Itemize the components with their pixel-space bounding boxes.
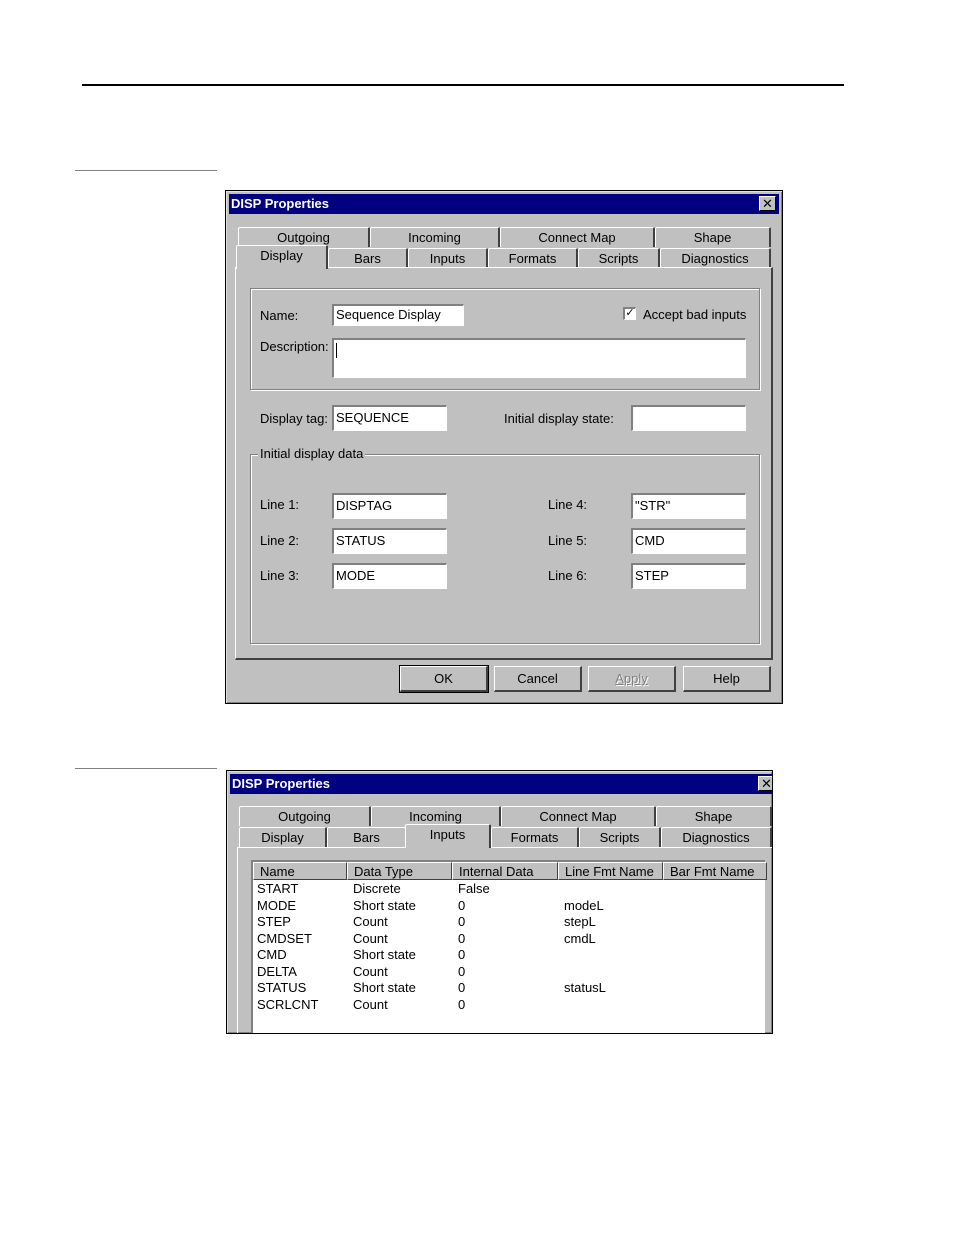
tab-label: Bars: [353, 830, 380, 845]
tab-formats[interactable]: [491, 827, 579, 847]
cell-name: START: [257, 881, 299, 896]
column-header-line-fmt-name[interactable]: Line Fmt Name: [558, 862, 663, 880]
tab-inputs[interactable]: [408, 248, 488, 268]
cell-internal-data: 0: [458, 963, 466, 979]
initial-state-field[interactable]: [631, 405, 746, 431]
tab-scripts[interactable]: [579, 827, 661, 847]
close-button[interactable]: [758, 776, 773, 791]
tab-incoming[interactable]: [370, 227, 500, 247]
cell-name: STATUS: [257, 980, 307, 995]
tab-outgoing[interactable]: [239, 806, 371, 826]
cell-internal-data: False: [458, 881, 490, 896]
tab-label: Connect Map: [539, 809, 617, 824]
tab-label: Bars: [354, 251, 381, 266]
cell-name: CMD: [257, 947, 287, 962]
table-row[interactable]: [253, 997, 765, 1013]
close-icon: ✕: [761, 776, 772, 791]
table-row[interactable]: [253, 914, 765, 930]
tab-shape[interactable]: [656, 806, 772, 826]
tab-label: Formats: [510, 830, 559, 845]
line2-label: Line 2:: [260, 533, 300, 548]
tab-diagnostics[interactable]: [660, 248, 771, 268]
check-icon: ✓: [625, 307, 635, 319]
cell-name: CMDSET: [257, 930, 312, 946]
name-field[interactable]: Sequence Display: [332, 304, 464, 326]
line1-field[interactable]: DISPTAG: [332, 493, 447, 519]
cell-name: MODE: [257, 897, 296, 913]
tab-outgoing[interactable]: [238, 227, 370, 247]
tab-label: Display: [261, 830, 304, 845]
tab-panel-inputs: [237, 847, 773, 1034]
display-tag-field[interactable]: SEQUENCE: [332, 405, 447, 431]
dialog-title: DISP Properties: [232, 776, 331, 791]
name-label: Name:: [260, 308, 299, 323]
line5-field[interactable]: CMD: [631, 528, 746, 554]
column-header-bar-fmt-name[interactable]: Bar Fmt Name: [663, 862, 767, 880]
cell-line-fmt-name: cmdL: [564, 930, 596, 946]
initial-state-label: Initial display state:: [504, 411, 614, 426]
tab-label: Incoming: [409, 809, 462, 824]
tab-diagnostics[interactable]: [661, 827, 772, 847]
side-rule-2: [75, 768, 217, 769]
initial-display-data-label: Initial display data: [260, 446, 364, 461]
line3-field[interactable]: MODE: [332, 563, 447, 589]
table-row[interactable]: [253, 898, 765, 914]
column-header-data-type[interactable]: Data Type: [347, 862, 452, 880]
cancel-button[interactable]: [494, 666, 582, 692]
cell-internal-data: 0: [458, 980, 466, 995]
disp-properties-dialog-display: [225, 190, 783, 704]
line5-label: Line 5:: [548, 533, 588, 548]
column-header-internal-data[interactable]: Internal Data: [452, 862, 558, 880]
tab-label: Display: [260, 248, 303, 263]
cell-data-type: Count: [353, 930, 388, 946]
cell-internal-data: 0: [458, 914, 466, 929]
apply-button[interactable]: [588, 666, 676, 692]
title-bar: [230, 774, 772, 794]
cell-data-type: Short state: [353, 897, 416, 913]
cancel-label: Cancel: [517, 671, 558, 686]
cell-internal-data: 0: [458, 930, 466, 946]
description-label: Description:: [260, 339, 329, 354]
tab-label: Outgoing: [278, 809, 331, 824]
tab-label: Outgoing: [277, 230, 330, 245]
tab-label: Shape: [694, 809, 733, 824]
tab-label: Scripts: [599, 830, 640, 845]
tab-bars[interactable]: [328, 248, 408, 268]
close-icon: ✕: [762, 196, 773, 211]
tab-label: Inputs: [429, 827, 466, 842]
tab-label: Formats: [508, 251, 557, 266]
line3-label: Line 3:: [260, 568, 300, 583]
tab-incoming[interactable]: [371, 806, 501, 826]
cell-data-type: Short state: [353, 980, 416, 995]
side-rule-1: [75, 170, 217, 171]
line1-label: Line 1:: [260, 497, 300, 512]
ok-label: OK: [434, 671, 453, 686]
accept-bad-inputs-checkbox[interactable]: [623, 307, 636, 320]
table-row[interactable]: [253, 964, 765, 980]
tab-label: Incoming: [408, 230, 461, 245]
cell-data-type: Count: [353, 914, 388, 929]
cell-line-fmt-name: modeL: [564, 897, 604, 913]
page-header-rule: [82, 84, 844, 86]
help-button[interactable]: [683, 666, 771, 692]
tab-connect-map[interactable]: [501, 806, 656, 826]
description-field[interactable]: [332, 338, 746, 378]
tab-display[interactable]: [239, 827, 327, 847]
line4-label: Line 4:: [548, 497, 588, 512]
table-row[interactable]: [253, 980, 765, 996]
tab-label: Connect Map: [538, 230, 616, 245]
cell-line-fmt-name: stepL: [564, 914, 596, 929]
tab-formats[interactable]: [488, 248, 578, 268]
line4-field[interactable]: "STR": [631, 493, 746, 519]
line6-label: Line 6:: [548, 568, 588, 583]
line2-field[interactable]: STATUS: [332, 528, 447, 554]
cell-data-type: Count: [353, 996, 388, 1012]
tab-label: Scripts: [598, 251, 639, 266]
title-bar: [229, 194, 779, 214]
tab-label: Inputs: [429, 251, 466, 266]
tab-label: Diagnostics: [682, 830, 750, 845]
display-tag-label: Display tag:: [260, 411, 328, 426]
ok-button[interactable]: [400, 666, 488, 692]
cell-name: DELTA: [257, 963, 297, 979]
cell-data-type: Short state: [353, 947, 416, 962]
disp-properties-dialog-inputs: [226, 770, 773, 1034]
cell-internal-data: 0: [458, 947, 466, 962]
close-button[interactable]: [759, 196, 776, 211]
tab-bars[interactable]: [327, 827, 407, 847]
table-row[interactable]: [253, 881, 765, 897]
inputs-list[interactable]: [251, 860, 765, 1034]
cell-name: STEP: [257, 914, 291, 929]
tab-label: Shape: [693, 230, 732, 245]
tab-panel-display: [235, 267, 773, 660]
tab-connect-map[interactable]: [500, 227, 655, 247]
tab-label: Diagnostics: [681, 251, 749, 266]
line6-field[interactable]: STEP: [631, 563, 746, 589]
cell-internal-data: 0: [458, 996, 466, 1012]
apply-label: Apply: [615, 671, 648, 686]
cell-data-type: Discrete: [353, 881, 401, 896]
cell-name: SCRLCNT: [257, 996, 319, 1012]
dialog-title: DISP Properties: [231, 196, 330, 211]
tab-scripts[interactable]: [578, 248, 660, 268]
cell-data-type: Count: [353, 963, 388, 979]
column-header-name[interactable]: Name: [253, 862, 347, 880]
help-label: Help: [713, 671, 740, 686]
accept-bad-inputs-label: Accept bad inputs: [643, 307, 747, 322]
text-cursor: [336, 343, 337, 358]
tab-display[interactable]: [236, 245, 328, 269]
tab-inputs[interactable]: [405, 824, 491, 848]
cell-internal-data: 0: [458, 897, 466, 913]
cell-line-fmt-name: statusL: [564, 980, 606, 995]
tab-shape[interactable]: [655, 227, 771, 247]
table-row[interactable]: [253, 947, 765, 963]
table-row[interactable]: [253, 931, 765, 947]
